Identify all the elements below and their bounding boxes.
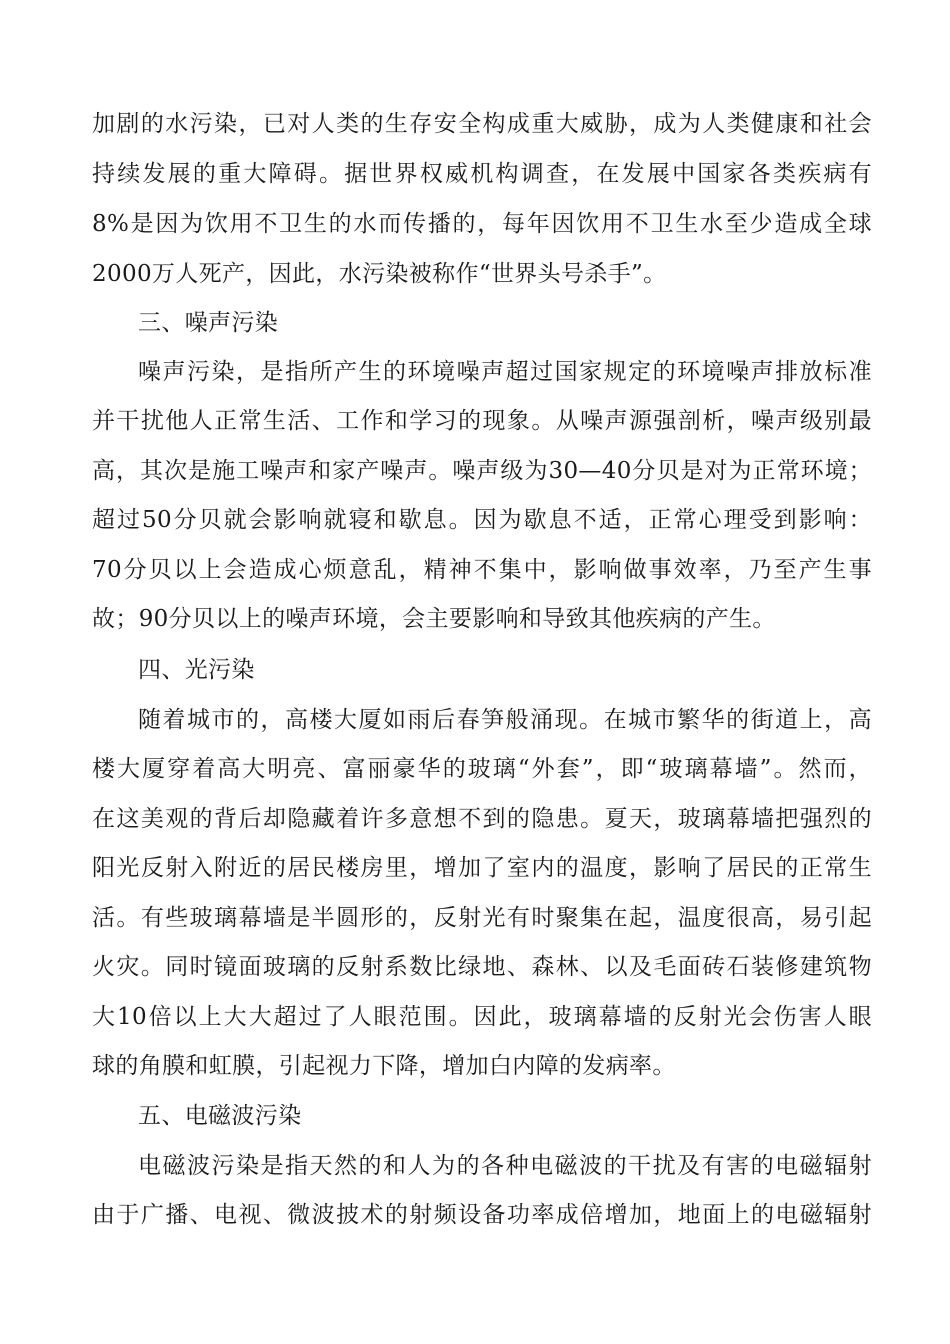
body-text-line: 活。有些玻璃幕墙是半圆形的，反射光有时聚集在起，温度很高，易引起 bbox=[92, 905, 872, 931]
section-heading-noise-pollution: 三、噪声污染 bbox=[138, 310, 279, 336]
body-text-line: 随着城市的，高楼大厦如雨后春笋般涌现。在城市繁华的街道上，高 bbox=[138, 707, 872, 733]
body-text-line: 阳光反射入附近的居民楼房里，增加了室内的温度，影响了居民的正常生 bbox=[92, 855, 872, 881]
body-text-line: 球的角膜和虹膜，引起视力下降，增加白内障的发病率。 bbox=[92, 1053, 676, 1079]
section-heading-electromagnetic-pollution: 五、电磁波污染 bbox=[138, 1103, 302, 1129]
body-text-line: 8%是因为饮用不卫生的水而传播的，每年因饮用不卫生水至少造成全球 bbox=[92, 211, 872, 237]
body-text-line: 火灾。同时镜面玻璃的反射系数比绿地、森林、以及毛面砖石装修建筑物 bbox=[92, 954, 872, 980]
body-text-line: 噪声污染，是指所产生的环境噪声超过国家规定的环境噪声排放标准 bbox=[138, 359, 872, 385]
body-text-line: 超过50分贝就会影响就寝和歇息。因为歇息不适，正常心理受到影响： bbox=[92, 507, 872, 533]
body-text-line: 持续发展的重大障碍。据世界权威机构调查，在发展中国家各类疾病有 bbox=[92, 161, 872, 187]
body-text-line: 高，其次是施工噪声和家产噪声。噪声级为30—40分贝是对为正常环境； bbox=[92, 458, 872, 484]
body-text-line: 故；90分贝以上的噪声环境，会主要影响和导致其他疾病的产生。 bbox=[92, 606, 776, 632]
body-text-line: 在这美观的背后却隐藏着许多意想不到的隐患。夏天，玻璃幕墙把强烈的 bbox=[92, 806, 872, 832]
body-text-line: 70分贝以上会造成心烦意乱，精神不集中，影响做事效率，乃至产生事 bbox=[92, 557, 872, 583]
section-heading-light-pollution: 四、光污染 bbox=[138, 657, 255, 683]
body-text-line: 电磁波污染是指天然的和人为的各种电磁波的干扰及有害的电磁辐射 bbox=[138, 1153, 872, 1179]
body-text-line: 由于广播、电视、微波披术的射频设备功率成倍增加，地面上的电磁辐射 bbox=[92, 1202, 872, 1228]
body-text-line: 加剧的水污染，已对人类的生存安全构成重大威胁，成为人类健康和社会 bbox=[92, 111, 872, 137]
body-text-line: 并干扰他人正常生活、工作和学习的现象。从噪声源强剖析，噪声级别最 bbox=[92, 408, 872, 434]
body-text-line: 2000万人死产，因此，水污染被称作“世界头号杀手”。 bbox=[92, 261, 667, 287]
body-text-line: 大10倍以上大大超过了人眼范围。因此，玻璃幕墙的反射光会伤害人眼 bbox=[92, 1004, 872, 1030]
body-text-line: 楼大厦穿着高大明亮、富丽豪华的玻璃“外套”，即“玻璃幕墙”。然而， bbox=[92, 756, 872, 782]
